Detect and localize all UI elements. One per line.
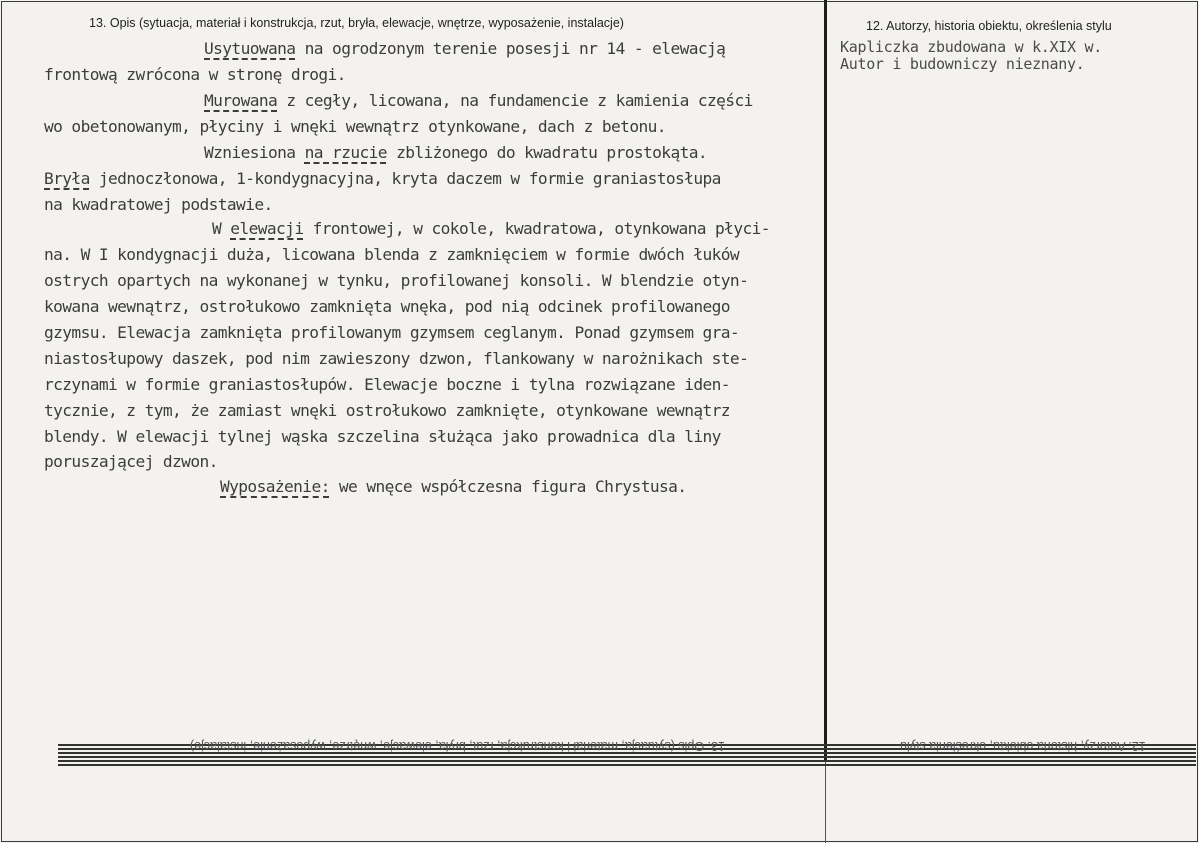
text-line: na kwadratowej podstawie. xyxy=(44,195,273,214)
mirrored-bleedthrough-header: 13. Opis (sytuacja, materiał i konstrukcja, rzut, bryła, elewacje, wnętrze, wyposażenie, instalacje) xyxy=(190,739,725,753)
underlined-term: Murowana xyxy=(204,91,278,110)
text-line: W elewacji frontowej, w cokole, kwadratowa, otynkowana płyci- xyxy=(212,219,770,238)
column-divider-lower xyxy=(825,760,826,843)
authors-section-header: 12. Autorzy, historia obiektu, określenia stylu xyxy=(866,19,1112,33)
text-line: tycznie, z tym, że zamiast wnęki ostrołukowo zamknięte, otynkowane wewnątrz xyxy=(44,401,730,420)
underlined-term: Usytuowana xyxy=(204,39,296,58)
authors-line: Kapliczka zbudowana w k.XIX w. xyxy=(840,38,1102,56)
text-line: Wzniesiona na rzucie zbliżonego do kwadratu prostokąta. xyxy=(204,143,708,162)
text-line: Wyposażenie: we wnęce współczesna figura Chrystusa. xyxy=(220,477,687,496)
text-line: ostrych opartych na wykonanej w tynku, profilowanej konsoli. W blendzie otyn- xyxy=(44,271,749,290)
authors-line: Autor i budowniczy nieznany. xyxy=(840,55,1085,73)
text-line: wo obetonowanym, płyciny i wnęki wewnątrz otynkowane, dach z betonu. xyxy=(44,117,666,136)
column-divider xyxy=(824,0,827,760)
text-line: rczynami w formie graniastosłupów. Elewacje boczne i tylna rozwiązane iden- xyxy=(44,375,730,394)
underlined-term: Bryła xyxy=(44,169,90,188)
text-line: blendy. W elewacji tylnej wąska szczelina służąca jako prowadnica dla liny xyxy=(44,427,721,446)
text-line: Bryła jednoczłonowa, 1-kondygnacyjna, kryta daczem w formie graniastosłupa xyxy=(44,169,721,188)
underlined-term: na rzucie xyxy=(304,143,387,162)
text-line: poruszającej dzwon. xyxy=(44,452,218,471)
text-line: na. W I kondygnacji duża, licowana blenda z zamknięciem w formie dwóch łuków xyxy=(44,245,740,264)
underlined-term: elewacji xyxy=(230,219,304,238)
text-line: frontową zwrócona w stronę drogi. xyxy=(44,65,346,84)
text-line: niastosłupowy daszek, pod nim zawieszony dzwon, flankowany w narożnikach ste- xyxy=(44,349,749,368)
underlined-term: Wyposażenie: xyxy=(220,477,330,496)
text-line: gzymsu. Elewacja zamknięta profilowanym gzymsem ceglanym. Ponad gzymsem gra- xyxy=(44,323,740,342)
text-line: Usytuowana na ogrodzonym terenie posesji nr 14 - elewacją xyxy=(204,39,726,58)
text-line: kowana wewnątrz, ostrołukowo zamknięta wnęka, pod nią odcinek profilowanego xyxy=(44,297,730,316)
description-section-header: 13. Opis (sytuacja, materiał i konstrukcja, rzut, bryła, elewacje, wnętrze, wyposażenie, instalacje) xyxy=(89,16,624,30)
mirrored-bleedthrough-header: 12. Autorzy, historia obiektu, określenia stylu xyxy=(900,739,1146,753)
text-line: Murowana z cegły, licowana, na fundamencie z kamienia części xyxy=(204,91,753,110)
